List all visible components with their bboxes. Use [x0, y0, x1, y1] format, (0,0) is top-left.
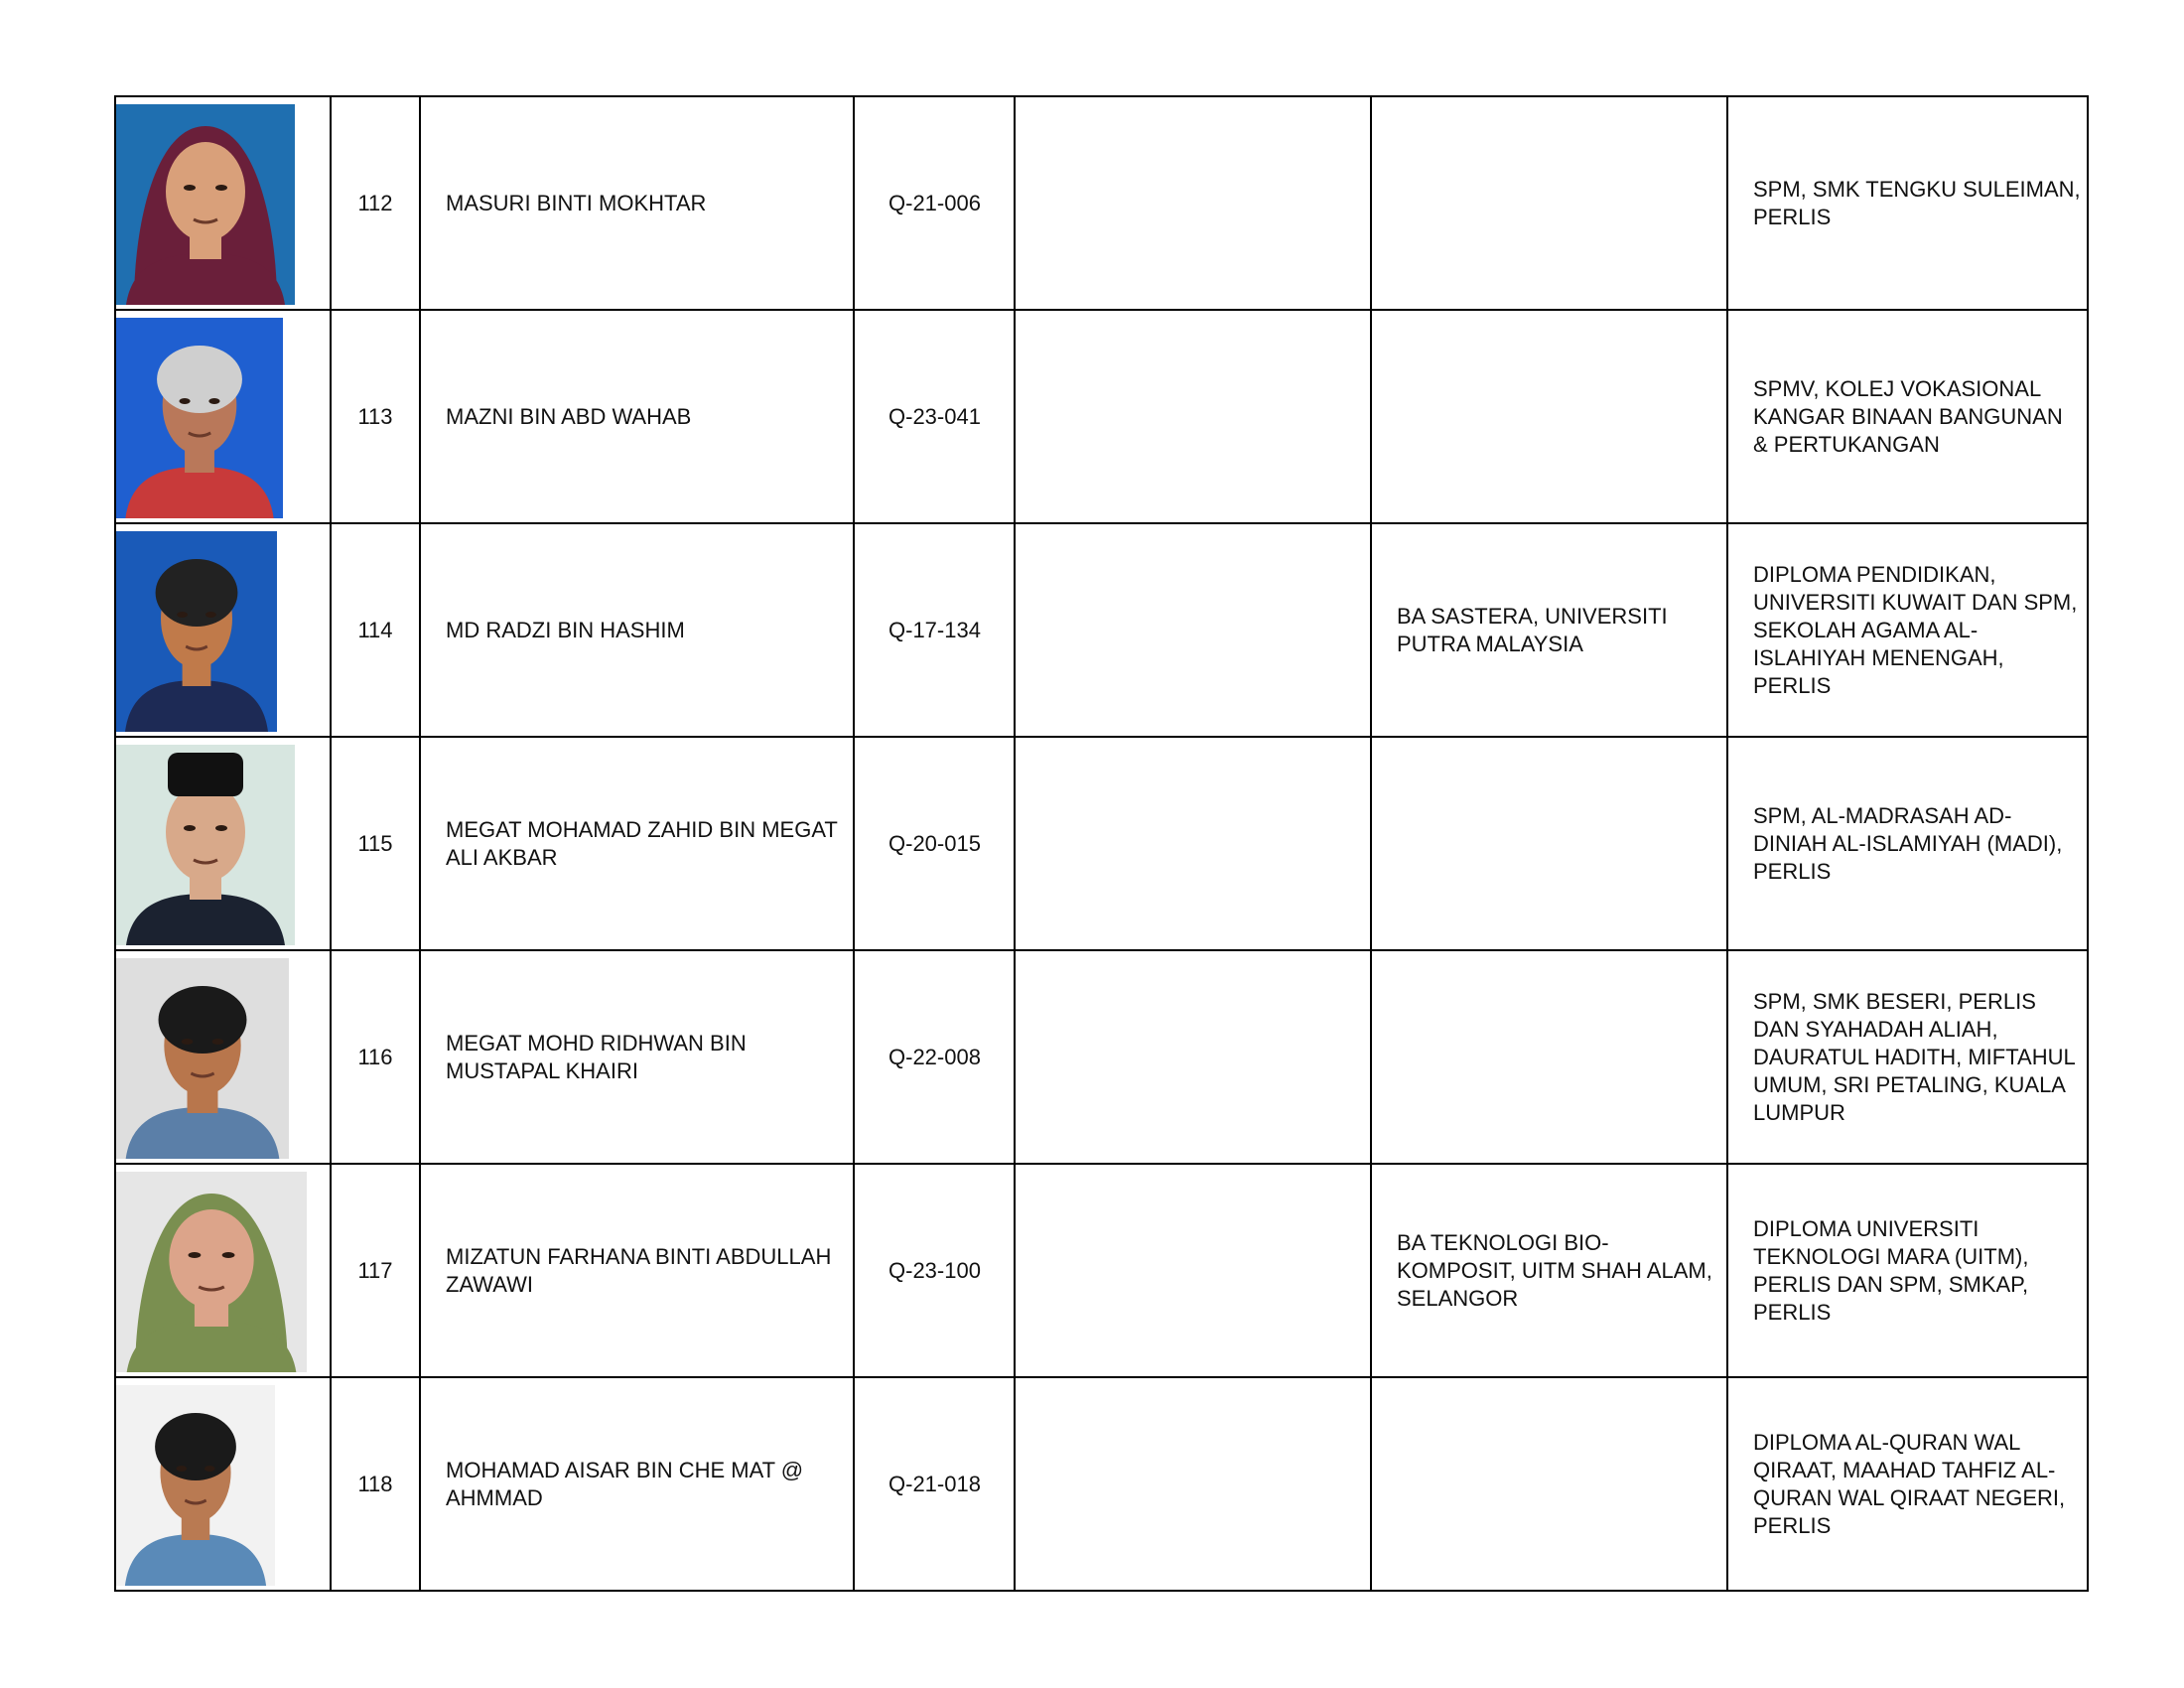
photo-cell: [115, 96, 331, 310]
other-qualification: SPM, AL-MADRASAH AD-DINIAH AL-ISLAMIYAH (MADI), PERLIS: [1727, 737, 2088, 950]
staff-code: Q-23-100: [854, 1164, 1015, 1377]
portrait-photo: [116, 1385, 275, 1586]
portrait-photo: [116, 745, 295, 945]
portrait-photo: [116, 104, 295, 305]
staff-name: MD RADZI BIN HASHIM: [420, 523, 854, 737]
degree-qualification: [1371, 950, 1727, 1164]
other-qualification: DIPLOMA UNIVERSITI TEKNOLOGI MARA (UITM), PERLIS DAN SPM, SMKAP, PERLIS: [1727, 1164, 2088, 1377]
photo-cell: [115, 737, 331, 950]
table-row: [115, 310, 2088, 523]
column-5-value: [1015, 96, 1371, 310]
column-5-value: [1015, 1164, 1371, 1377]
photo-cell: [115, 1377, 331, 1591]
row-number: 117: [331, 1164, 420, 1377]
photo-cell: [115, 523, 331, 737]
column-5-value: [1015, 310, 1371, 523]
portrait-photo: [116, 318, 283, 518]
staff-code: Q-20-015: [854, 737, 1015, 950]
column-5-value: [1015, 1377, 1371, 1591]
staff-name: MAZNI BIN ABD WAHAB: [420, 310, 854, 523]
column-5-value: [1015, 523, 1371, 737]
other-qualification: SPM, SMK BESERI, PERLIS DAN SYAHADAH ALIAH, DAURATUL HADITH, MIFTAHUL UMUM, SRI PETALING, KUALA LUMPUR: [1727, 950, 2088, 1164]
staff-code: Q-21-006: [854, 96, 1015, 310]
staff-name: MEGAT MOHAMAD ZAHID BIN MEGAT ALI AKBAR: [420, 737, 854, 950]
column-5-value: [1015, 737, 1371, 950]
table-row: [115, 96, 2088, 310]
other-qualification: SPM, SMK TENGKU SULEIMAN, PERLIS: [1727, 96, 2088, 310]
staff-name: MEGAT MOHD RIDHWAN BIN MUSTAPAL KHAIRI: [420, 950, 854, 1164]
staff-code: Q-17-134: [854, 523, 1015, 737]
other-qualification: DIPLOMA PENDIDIKAN, UNIVERSITI KUWAIT DAN SPM, SEKOLAH AGAMA AL-ISLAHIYAH MENENGAH, PERLIS: [1727, 523, 2088, 737]
degree-qualification: [1371, 737, 1727, 950]
staff-name: MASURI BINTI MOKHTAR: [420, 96, 854, 310]
portrait-photo: [116, 958, 289, 1159]
other-qualification: DIPLOMA AL-QURAN WAL QIRAAT, MAAHAD TAHFIZ AL-QURAN WAL QIRAAT NEGERI, PERLIS: [1727, 1377, 2088, 1591]
degree-qualification: [1371, 310, 1727, 523]
table-row: [115, 737, 2088, 950]
row-number: 116: [331, 950, 420, 1164]
degree-qualification: [1371, 1377, 1727, 1591]
table-row: [115, 1164, 2088, 1377]
portrait-photo: [116, 531, 277, 732]
staff-name: MOHAMAD AISAR BIN CHE MAT @ AHMMAD: [420, 1377, 854, 1591]
photo-cell: [115, 1164, 331, 1377]
row-number: 112: [331, 96, 420, 310]
other-qualification: SPMV, KOLEJ VOKASIONAL KANGAR BINAAN BANGUNAN & PERTUKANGAN: [1727, 310, 2088, 523]
table-body: [115, 96, 2088, 1591]
degree-qualification: [1371, 96, 1727, 310]
column-5-value: [1015, 950, 1371, 1164]
row-number: 115: [331, 737, 420, 950]
row-number: 113: [331, 310, 420, 523]
staff-code: Q-21-018: [854, 1377, 1015, 1591]
table-row: [115, 1377, 2088, 1591]
table-row: [115, 523, 2088, 737]
row-number: 114: [331, 523, 420, 737]
row-number: 118: [331, 1377, 420, 1591]
degree-qualification: BA TEKNOLOGI BIO-KOMPOSIT, UITM SHAH ALAM, SELANGOR: [1371, 1164, 1727, 1377]
degree-qualification: BA SASTERA, UNIVERSITI PUTRA MALAYSIA: [1371, 523, 1727, 737]
photo-cell: [115, 310, 331, 523]
portrait-photo: [116, 1172, 307, 1372]
table-row: [115, 950, 2088, 1164]
staff-name: MIZATUN FARHANA BINTI ABDULLAH ZAWAWI: [420, 1164, 854, 1377]
staff-table: [114, 95, 2089, 1592]
staff-code: Q-23-041: [854, 310, 1015, 523]
staff-code: Q-22-008: [854, 950, 1015, 1164]
photo-cell: [115, 950, 331, 1164]
